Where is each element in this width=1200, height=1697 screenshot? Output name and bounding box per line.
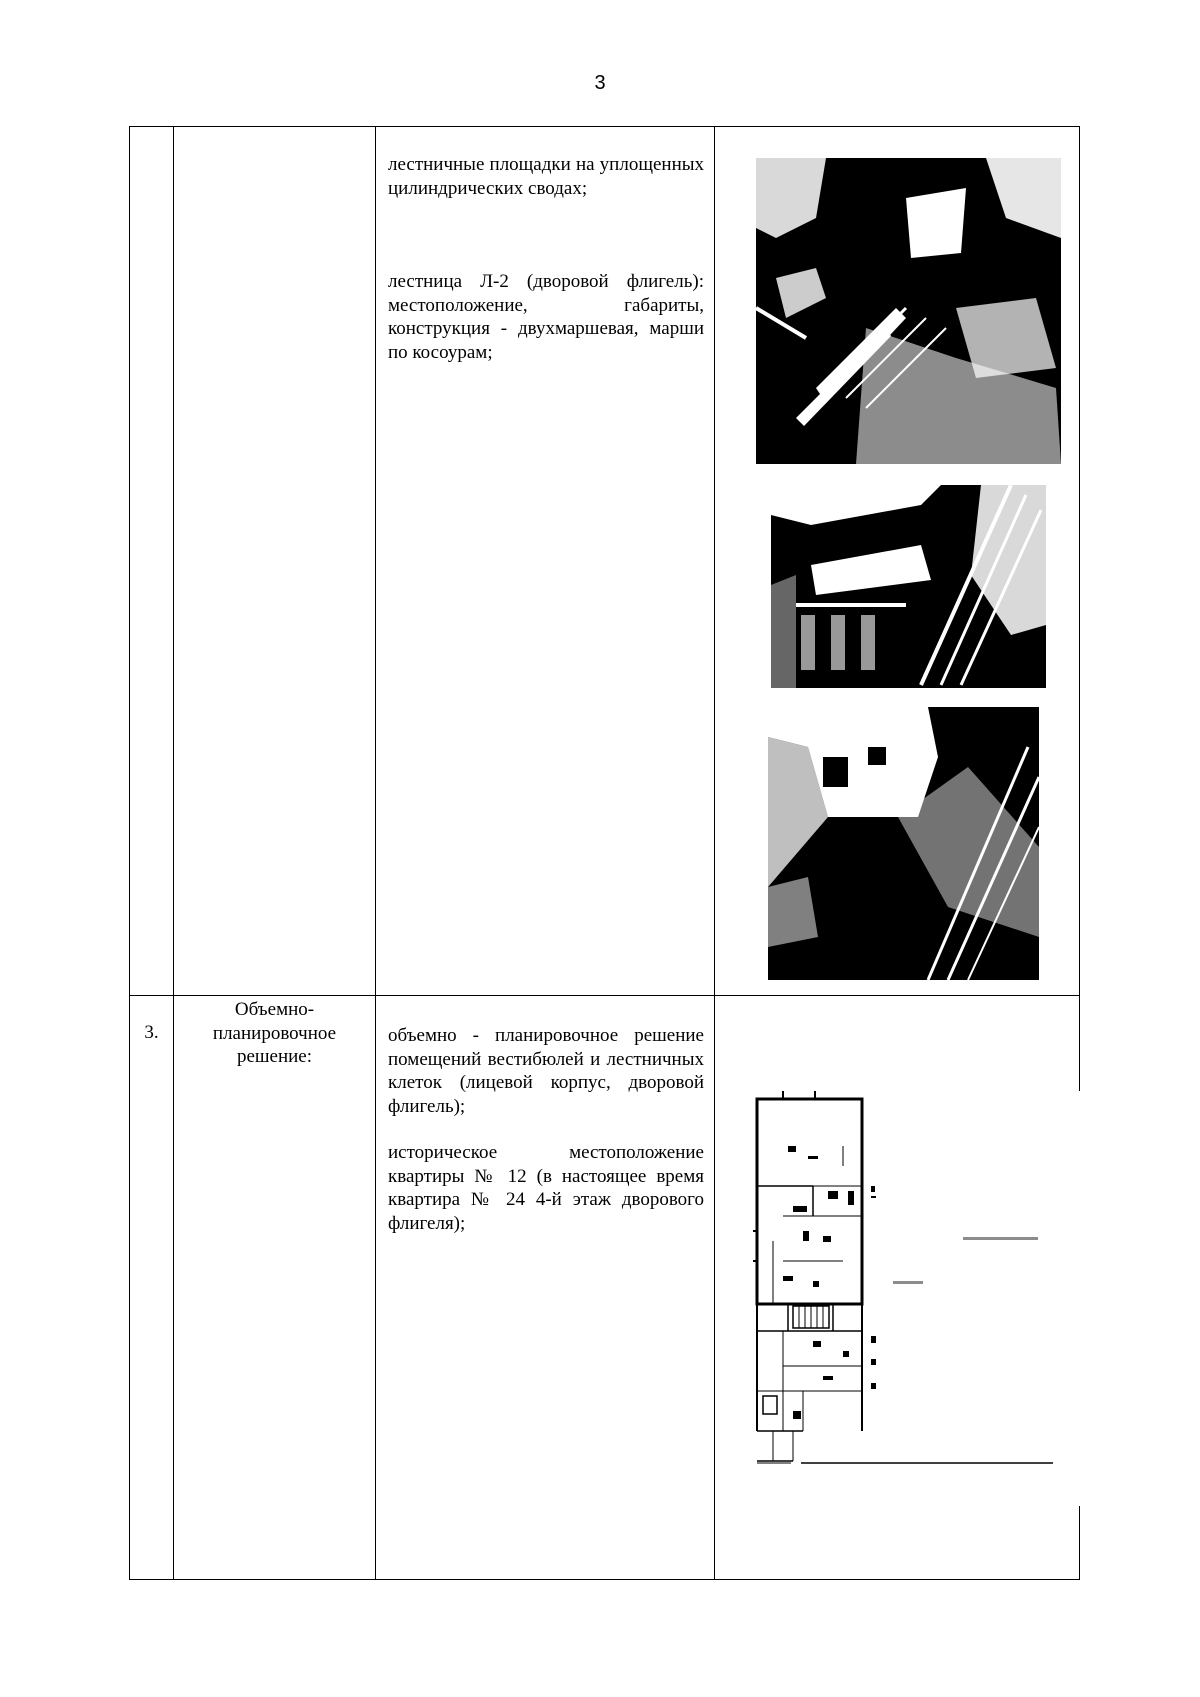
plan-cell: [715, 996, 1080, 1580]
paragraph-historic-location: историческое местоположение квартиры № 12 (в настоящее время квартира № 24 4-й этаж дворового флигеля);: [388, 1142, 704, 1234]
row-label-cell: [174, 996, 376, 1580]
photo-cell: [715, 127, 1080, 996]
row-label-cell: [174, 127, 376, 996]
staircase-photo-2: [771, 485, 1046, 688]
floor-plan-drawing: [753, 1091, 1083, 1506]
document-table: [129, 126, 1080, 1580]
table-row: [130, 127, 1080, 996]
paragraph-staircase-l2: лестница Л-2 (дворовой флигель):: [388, 271, 704, 292]
row-number-cell: [130, 127, 174, 996]
staircase-photo-1: [756, 158, 1061, 464]
description-cell: [376, 127, 715, 996]
description-cell: [376, 996, 715, 1580]
row-number-cell: 3.: [130, 996, 174, 1580]
paragraph-landings: лестничные площадки на уплощенных цилиндрических сводах;: [388, 154, 704, 199]
table-row: [130, 996, 1080, 1580]
paragraph-planning: объемно - планировочное решение помещений вестибюлей и лестничных клеток (лицевой корпус, дворовой флигель);: [388, 1025, 704, 1117]
staircase-photo-3: [768, 707, 1039, 980]
page-number: 3: [594, 72, 606, 94]
label-line: Объемно-: [234, 999, 315, 1020]
paragraph-location: местоположение, габариты, конструкция - двухмаршевая, марши по косоурам;: [388, 294, 704, 363]
label-line: планировочное: [212, 1022, 337, 1044]
label-line: решение:: [236, 1046, 313, 1067]
